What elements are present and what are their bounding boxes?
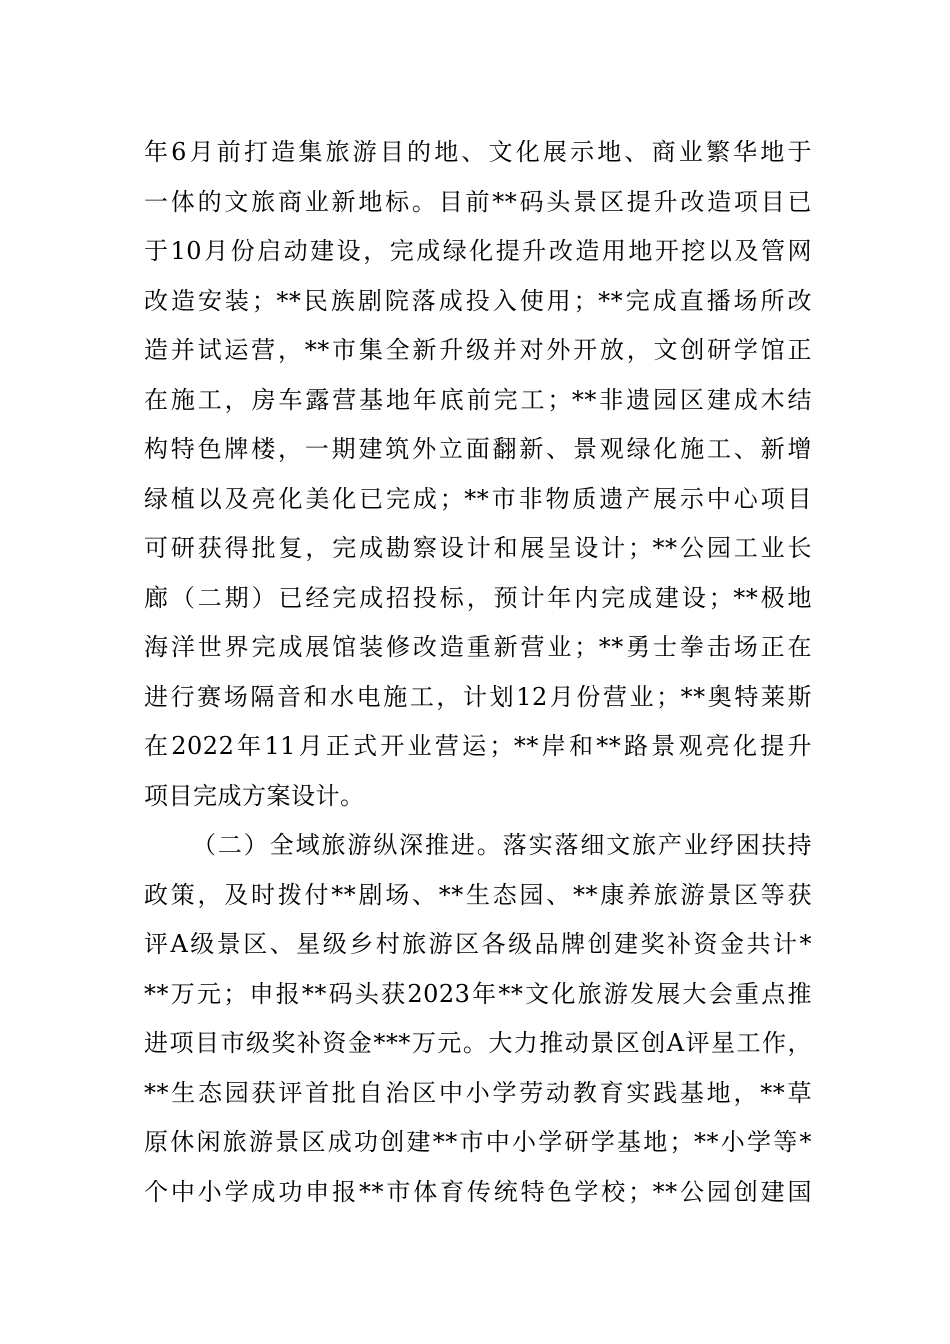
text-line: 改造安装；**民族剧院落成投入使用；**完成直播场所改 xyxy=(144,286,812,315)
text-line: 一体的文旅商业新地标。目前**码头景区提升改造项目已 xyxy=(144,187,812,216)
text-line: 进行赛场隔音和水电施工，计划12月份营业；**奥特莱斯 xyxy=(144,682,812,711)
text-line: 年6月前打造集旅游目的地、文化展示地、商业繁华地于 xyxy=(144,138,812,166)
text-line: **万元；申报**码头获2023年**文化旅游发展大会重点推 xyxy=(144,979,812,1008)
text-line: 绿植以及亮化美化已完成；**市非物质遗产展示中心项目 xyxy=(144,484,812,513)
text-line: 造并试运营，**市集全新升级并对外开放，文创研学馆正 xyxy=(144,336,812,364)
text-line: 在2022年11月正式开业营运；**岸和**路景观亮化提升 xyxy=(144,732,812,760)
text-line: 构特色牌楼，一期建筑外立面翻新、景观绿化施工、新增 xyxy=(144,435,812,463)
text-line: 海洋世界完成展馆装修改造重新营业；**勇士拳击场正在 xyxy=(144,633,812,661)
text-line: 于10月份启动建设，完成绿化提升改造用地开挖以及管网 xyxy=(144,237,812,265)
text-line: 可研获得批复，完成勘察设计和展呈设计；**公园工业长 xyxy=(144,534,812,562)
text-line: 廊（二期）已经完成招投标，预计年内完成建设；**极地 xyxy=(144,583,812,612)
text-line: 个中小学成功申报**市体育传统特色学校；**公园创建国 xyxy=(144,1177,812,1206)
body-text xyxy=(144,128,812,1217)
text-line: 评A级景区、星级乡村旅游区各级品牌创建奖补资金共计* xyxy=(144,930,812,958)
text-line: 在施工，房车露营基地年底前完工；**非遗园区建成木结 xyxy=(144,385,812,414)
text-line: 进项目市级奖补资金***万元。大力推动景区创A评星工作， xyxy=(144,1029,812,1057)
paragraph-end-line: 项目完成方案设计。 xyxy=(144,781,365,810)
text-line: 原休闲旅游景区成功创建**市中小学研学基地；**小学等* xyxy=(144,1128,812,1156)
section-heading-line: （二）全域旅游纵深推进。落实落细文旅产业纾困扶持 xyxy=(192,831,812,859)
text-line: 政策，及时拨付**剧场、**生态园、**康养旅游景区等获 xyxy=(144,880,812,909)
text-line: **生态园获评首批自治区中小学劳动教育实践基地，**草 xyxy=(144,1078,812,1107)
